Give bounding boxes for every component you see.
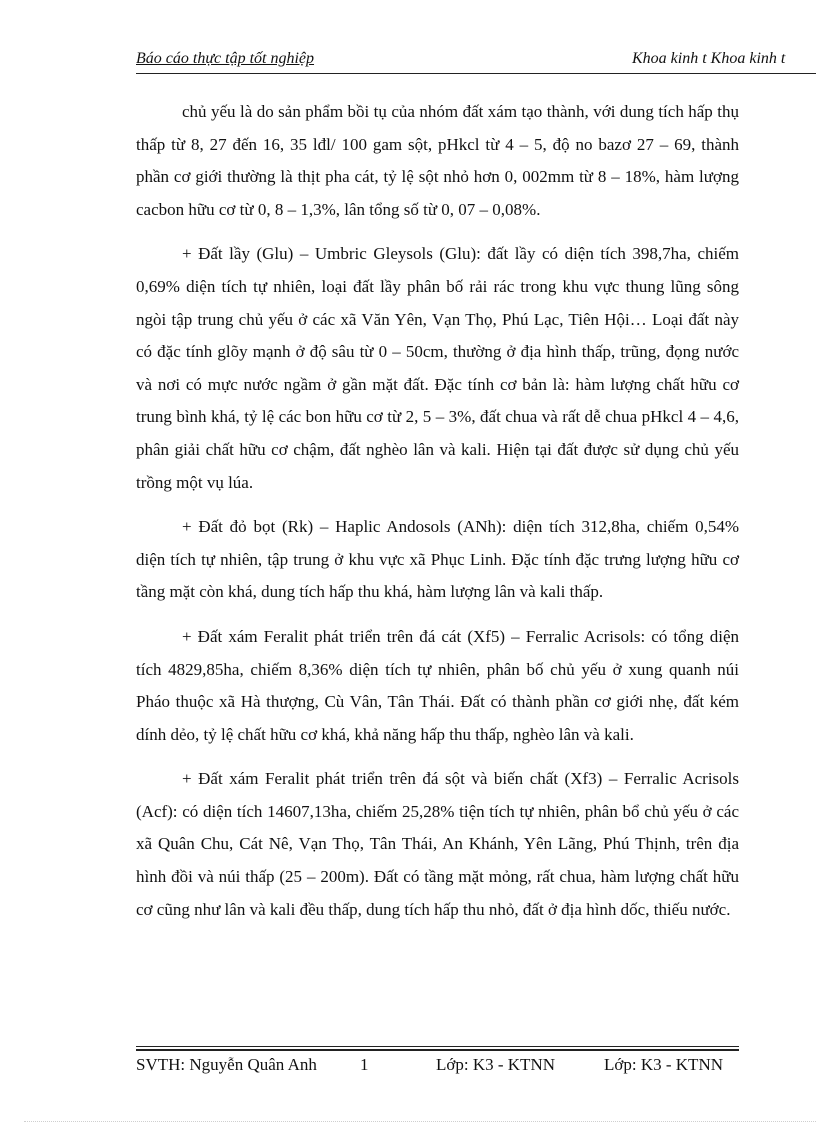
paragraph-rk: + Đất đỏ bọt (Rk) – Haplic Andosols (ANh): diện tích 312,8ha, chiếm 0,54% diện tích tự nhiên, tập trung ở khu vực xã Phục Linh. Đặc tính đặc trưng lượng hữu cơ tầng mặt còn khá, dung tích hấp thu khá, hàm lượng lân và kali thấp. bbox=[136, 517, 739, 602]
footer-student-name: SVTH: Nguyễn Quân Anh bbox=[136, 1055, 317, 1074]
page-header bbox=[136, 50, 816, 72]
header-faculty: Khoa kinh t Khoa kinh t bbox=[632, 50, 786, 67]
footer-class-label-repeat: Lớp: K3 - KTNN bbox=[604, 1055, 723, 1074]
footer-divider-thick bbox=[136, 1049, 739, 1051]
footer-divider-thin bbox=[136, 1046, 739, 1047]
header-divider bbox=[136, 73, 816, 74]
footer-page-number: 1 bbox=[360, 1055, 369, 1074]
page-footer bbox=[136, 1055, 739, 1077]
page-bottom-dotted-edge bbox=[24, 1121, 816, 1122]
paragraph-xf3: + Đất xám Feralit phát triển trên đá sột và biến chất (Xf3) – Ferralic Acrisols (Acf): có diện tích 14607,13ha, chiếm 25,28% tiện tích tự nhiên, phân bổ chủ yếu ở các xã Quân Chu, Cát Nê, Vạn Thọ, Tân Thái, An Khánh, Yên Lãng, Phú Thịnh, trên địa hình đồi và núi thấp (25 – 200m). Đất có tầng mặt mỏng, rất chua, hàm lượng chất hữu cơ cũng như lân và kali đều thấp, dung tích hấp thu nhỏ, đất ở địa hình dốc, thiếu nước. bbox=[136, 769, 739, 919]
paragraph-xf5: + Đất xám Feralit phát triển trên đá cát (Xf5) – Ferralic Acrisols: có tổng diện tích 4829,85ha, chiếm 8,36% diện tích tự nhiên, phân bố chủ yếu ở xung quanh núi Pháo thuộc xã Hà thượng, Cù Vân, Tân Thái. Đất có thành phần cơ giới nhẹ, đất kém dính dẻo, tỷ lệ chất hữu cơ khá, khả năng hấp thu thấp, nghèo lân và kali. bbox=[136, 626, 739, 744]
document-body bbox=[136, 96, 739, 938]
footer-class-label: Lớp: K3 - KTNN bbox=[436, 1055, 555, 1074]
paragraph-glu: + Đất lầy (Glu) – Umbric Gleysols (Glu): đất lầy có diện tích 398,7ha, chiếm 0,69% diện tích tự nhiên, loại đất lầy phân bố rải rác trong khu vực thung lũng sông ngòi tập trung chủ yếu ở các xã Văn Yên, Vạn Thọ, Phú Lạc, Tiên Hội… Loại đất này có đặc tính glõy mạnh ở độ sâu từ 0 – 50cm, thường ở địa hình thấp, trũng, đọng nước và nơi có mực nước ngầm ở gần mặt đất. Đặc tính cơ bản là: hàm lượng chất hữu cơ trung bình khá, tỷ lệ các bon hữu cơ từ 2, 5 – 3%, đất chua và rất dễ chua pHkcl 4 – 4,6, phân giải chất hữu cơ chậm, đất nghèo lân và kali. Hiện tại đất được sử dụng chủ yếu trồng một vụ lúa. bbox=[136, 244, 739, 492]
header-report-title: Báo cáo thực tập tốt nghiệp bbox=[136, 50, 315, 67]
paragraph-soil-intro: chủ yếu là do sản phẩm bồi tụ của nhóm đất xám tạo thành, với dung tích hấp thụ thấp từ 8, 27 đến 16, 35 lđl/ 100 gam sột, pHkcl từ 4 – 5, độ no bazơ 27 – 69, thành phần cơ giới thường là thịt pha cát, tỷ lệ sột nhỏ hơn 0, 002mm từ 8 – 18%, hàm lượng cacbon hữu cơ từ 0, 8 – 1,3%, lân tổng số từ 0, 07 – 0,08%. bbox=[136, 102, 739, 219]
